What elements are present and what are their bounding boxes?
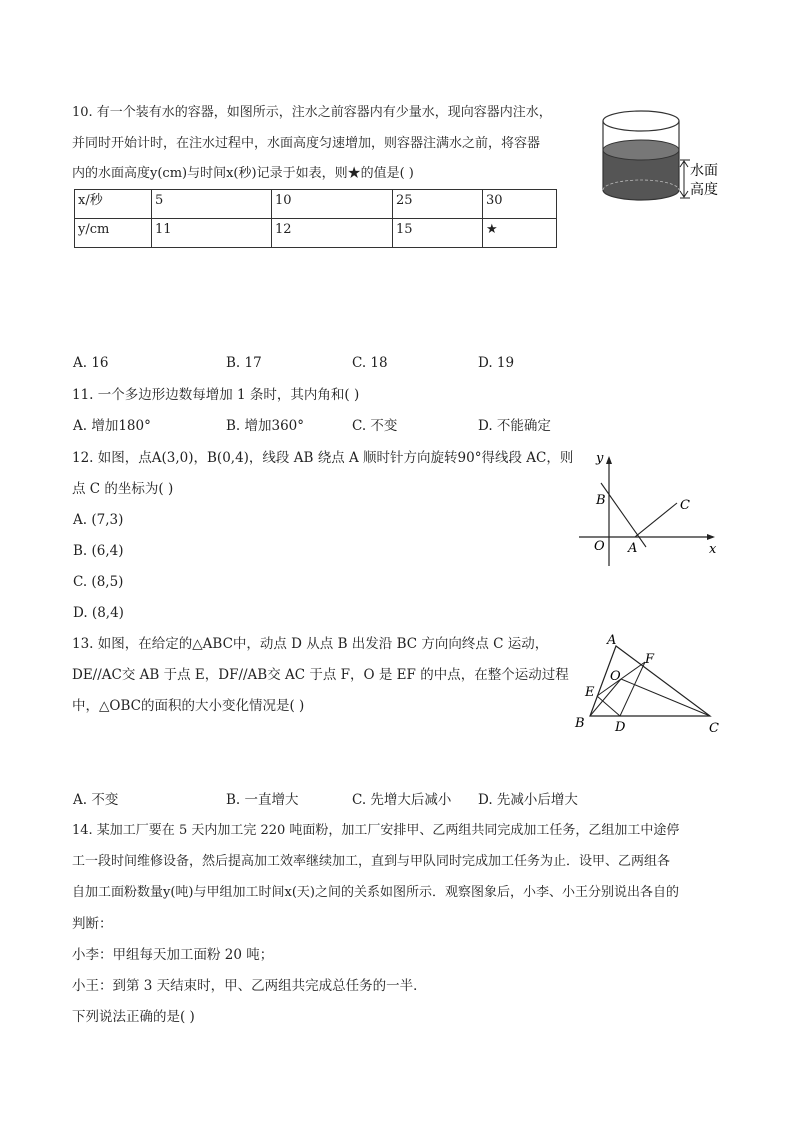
table-cell: 15 [393, 219, 483, 248]
q12-option-c[interactable]: C. (8,5) [73, 574, 124, 590]
q13-option-d[interactable]: D. 先减小后增大 [478, 792, 578, 808]
table-cell: ★ [483, 219, 557, 248]
container-rim [603, 111, 679, 131]
table-cell: 10 [272, 190, 393, 219]
q14-line-2: 工一段时间维修设备，然后提高加工效率继续加工，直到与甲队同时完成加工任务为止．设甲、乙两组各 [72, 854, 671, 869]
q12-line-1: 12. 如图，点A(3,0)，B(0,4)，线段 AB 绕点 A 顺时针方向旋转90°得线段 AC，则 [72, 450, 574, 466]
segment-ob [590, 679, 621, 716]
table-cell: 11 [152, 219, 272, 248]
table-cell: x/秒 [75, 190, 152, 219]
table-row [75, 190, 557, 219]
q10-line-3: 内的水面高度y(cm)与时间x(秒)记录于如表，则★的值是( ) [72, 166, 414, 181]
q11-option-b[interactable]: B. 增加360° [226, 418, 305, 434]
figure-label-height: 高度 [690, 182, 718, 198]
table-cell: 5 [152, 190, 272, 219]
q13-option-a[interactable]: A. 不变 [73, 792, 119, 808]
q12-option-b[interactable]: B. (6,4) [73, 543, 124, 559]
table-cell: 30 [483, 190, 557, 219]
q14-line-1: 14. 某加工厂要在 5 天内加工完 220 吨面粉，加工厂安排甲、乙两组共同完成加工任务，乙组加工中途停 [72, 823, 680, 838]
q14-line-5: 小李：甲组每天加工面粉 20 吨； [72, 947, 274, 963]
q10-table [74, 189, 557, 248]
q12-option-a[interactable]: A. (7,3) [73, 512, 124, 528]
q11-option-a[interactable]: A. 增加180° [73, 418, 151, 434]
q14-line-6: 小王：到第 3 天结束时，甲、乙两组共完成总任务的一半． [72, 978, 427, 994]
q13-triangle-figure [570, 630, 730, 740]
x-axis-arrow [707, 534, 715, 540]
label-c: C [709, 721, 719, 736]
q13-option-b[interactable]: B. 一直增大 [226, 792, 299, 808]
q10-option-d[interactable]: D. 19 [478, 355, 515, 371]
q13-line-2: DE//AC交 AB 于点 E，DF//AB交 AC 于点 F，O 是 EF 的中点，在整个运动过程 [72, 667, 569, 683]
q13-line-3: 中，△OBC的面积的大小变化情况是( ) [72, 698, 305, 714]
label-a: A [607, 633, 617, 648]
segment-de [597, 696, 620, 716]
segment-oc [621, 679, 710, 716]
table-cell: y/cm [75, 219, 152, 248]
q14-line-3: 自加工面粉数量y(吨)与甲组加工时间x(天)之间的关系如图所示．观察图象后，小李、小王分别说出各自的 [72, 885, 679, 900]
water-surface [603, 140, 679, 160]
segment-ac [635, 503, 677, 537]
segment-df [620, 662, 645, 716]
label-x: x [709, 542, 717, 557]
q10-line-2: 并同时开始计时，在注水过程中，水面高度匀速增加，则容器注满水之前，将容器 [72, 136, 541, 151]
label-y: y [596, 451, 604, 466]
label-d: D [615, 720, 626, 735]
label-b: B [596, 493, 606, 508]
figure-label-water: 水面 [690, 163, 718, 179]
label-o: O [610, 669, 621, 684]
q14-line-7: 下列说法正确的是( ) [72, 1009, 195, 1025]
q13-line-1: 13. 如图，在给定的△ABC中，动点 D 从点 B 出发沿 BC 方向向终点 C 运动， [72, 636, 549, 652]
q12-line-2: 点 C 的坐标为( ) [72, 481, 174, 497]
y-axis-arrow [606, 456, 612, 464]
label-e: E [585, 685, 595, 700]
q12-coordinate-figure [575, 450, 725, 570]
table-cell: 12 [272, 219, 393, 248]
q10-option-a[interactable]: A. 16 [73, 355, 109, 371]
label-a: A [628, 541, 638, 556]
q12-option-d[interactable]: D. (8,4) [73, 605, 124, 621]
q13-option-c[interactable]: C. 先增大后减小 [352, 792, 452, 808]
label-f: F [645, 652, 655, 667]
label-o: O [594, 539, 605, 554]
q11-option-d[interactable]: D. 不能确定 [478, 418, 551, 434]
q10-line-1: 10. 有一个装有水的容器，如图所示，注水之前容器内有少量水，现向容器内注水， [72, 105, 552, 120]
q11-option-c[interactable]: C. 不变 [352, 418, 398, 434]
q10-option-c[interactable]: C. 18 [352, 355, 388, 371]
table-cell: 25 [393, 190, 483, 219]
table-row [75, 219, 557, 248]
q14-line-4: 判断： [72, 916, 113, 932]
q10-option-b[interactable]: B. 17 [226, 355, 262, 371]
label-c: C [680, 498, 690, 513]
q11-text: 11. 一个多边形边数每增加 1 条时，其内角和( ) [72, 387, 360, 403]
label-b: B [575, 716, 585, 731]
water-container-figure [598, 106, 728, 206]
